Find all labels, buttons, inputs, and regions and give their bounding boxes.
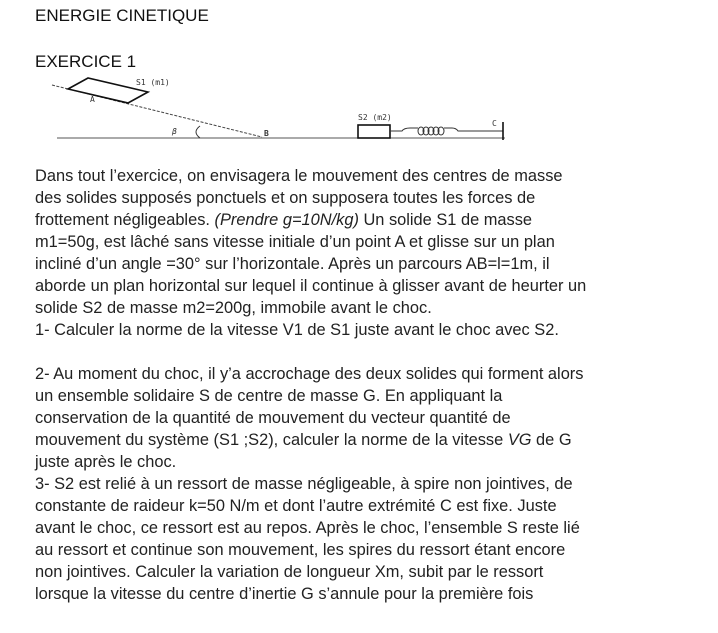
label-c: C — [492, 119, 497, 128]
question-3-line: au ressort et continue son mouvement, les spires du ressort étant encore — [35, 541, 566, 559]
block-s2 — [358, 125, 390, 138]
intro-text: Un solide S1 de masse — [358, 211, 533, 229]
spring-coils — [418, 127, 444, 135]
intro-line: aborde un plan horizontal sur lequel il continue à glisser avant de heurter un — [35, 277, 587, 295]
question-2-line: juste après le choc. — [35, 453, 177, 471]
question-3-line: lorsque la vitesse du centre d’inertie G s’annule pour la première fois — [35, 585, 534, 603]
question-3-line: non jointives. Calculer la variation de longueur Xm, subit par le ressort — [35, 563, 544, 581]
question-2-line — [35, 429, 705, 451]
question-text: de G — [531, 431, 572, 449]
question-3-line: 3- S2 est relié à un ressort de masse négligeable, à spire non jointives, de — [35, 475, 573, 493]
exercise-title: EXERCICE 1 — [35, 52, 137, 71]
question-2-line: 2- Au moment du choc, il y’a accrochage des deux solides qui forment alors — [35, 365, 584, 383]
incline-spring-diagram — [0, 70, 718, 150]
exercise-body — [35, 165, 705, 605]
question-2-line: un ensemble solidaire S de centre de masse G. En appliquant la — [35, 387, 503, 405]
spacer — [35, 341, 705, 363]
intro-line: m1=50g, est lâché sans vitesse initiale d’un point A et glisse sur un plan — [35, 233, 555, 251]
gravity-note: (Prendre g=10N/kg) — [214, 211, 359, 229]
intro-line: incliné d’un angle =30° sur l’horizontale. Après un parcours AB=l=1m, il — [35, 255, 550, 273]
label-s1: S1 (m1) — [136, 78, 170, 87]
question-3-line: avant le choc, ce ressort est au repos. Après le choc, l’ensemble S reste lié — [35, 519, 580, 537]
intro-line: des solides supposés ponctuels et on supposera toutes les forces de — [35, 189, 536, 207]
question-text: mouvement du système (S1 ;S2), calculer la norme de la vitesse — [35, 431, 508, 449]
intro-text: frottement négligeables. — [35, 211, 215, 229]
vg-symbol: VG — [507, 431, 532, 449]
intro-line: Dans tout l’exercice, on envisagera le mouvement des centres de masse — [35, 167, 563, 185]
label-beta: β — [172, 127, 177, 136]
label-s2: S2 (m2) — [358, 113, 392, 122]
physics-diagram — [0, 70, 718, 150]
angle-arc — [196, 126, 200, 138]
intro-line — [35, 209, 705, 231]
question-2-line: conservation de la quantité de mouvement du vecteur quantité de — [35, 409, 511, 427]
label-a: A — [90, 95, 95, 104]
question-3-line: constante de raideur k=50 N/m et dont l’autre extrémité C est fixe. Juste — [35, 497, 557, 515]
intro-line: solide S2 de masse m2=200g, immobile avant le choc. — [35, 299, 432, 317]
question-1: 1- Calculer la norme de la vitesse V1 de S1 juste avant le choc avec S2. — [35, 321, 559, 339]
page-title: ENERGIE CINETIQUE — [35, 6, 209, 25]
label-b: B — [264, 129, 269, 138]
